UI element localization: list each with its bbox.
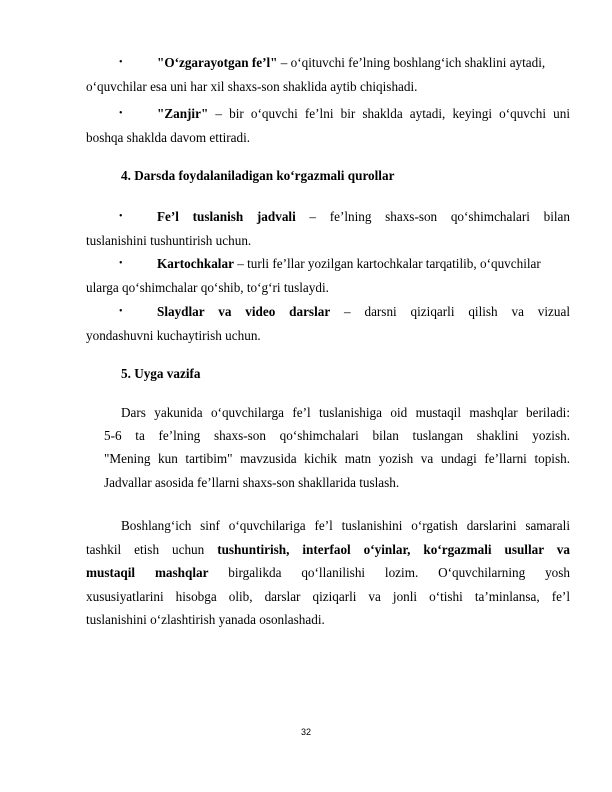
bullet-item [86,252,570,299]
bullet-item [86,205,570,252]
section-heading: 4. Darsda foydalaniladigan ko‘rgazmali qurollar [121,168,395,183]
bold-phrase: mustaqil mashqlar [86,565,209,580]
text-line: tashkil etish uchun [86,541,218,557]
bullet-item [86,300,570,347]
bullet-text-cont: ularga qo‘shimchalar qo‘shib, to‘g‘ri tuslaydi. [86,279,329,295]
text-line: "Mening kun tartibim" mavzusida kichik matn yozish va undagi fe’llarni topish. [104,451,570,467]
bullet-text-cont: tuslanishini tushuntirish uchun. [86,232,252,248]
conclusion-paragraph [86,514,570,632]
text-line: Dars yakunida o‘quvchilarga fe’l tuslanishiga oid mustaqil mashqlar beriladi: [121,405,570,420]
bullet-term: "Zanjir" [157,106,209,121]
bullet-text-cont: boshqa shaklda davom ettiradi. [86,129,251,145]
bullet-text: – fe’lning shaxs-son qo‘shimchalari bilan [295,209,570,224]
bullet-term: "O‘zgarayotgan fe’l" [157,55,278,70]
page-number: 32 [300,727,311,737]
bullet-term: Kartochkalar [157,256,234,271]
text-line: Boshlang‘ich sinf o‘quvchilariga fe’l tuslanishini o‘rgatish darslarini samarali [121,518,570,533]
text-line: birgalikda qo‘llanilishi lozim. O‘quvchilarning yosh [208,565,570,580]
bullet-dot: • [119,258,123,269]
section-heading: 5. Uyga vazifa [121,366,201,381]
text-line: 5-6 ta fe’lning shaxs-son qo‘shimchalari bilan tuslangan shaklini yozish. [104,428,570,444]
bullet-text-cont: o‘quvchilar esa uni har xil shaxs-son shaklida aytib chiqishadi. [86,78,418,94]
bullet-dot: • [119,211,123,222]
bullet-text: – turli fe’llar yozilgan kartochkalar tarqatilib, o‘quvchilar [233,256,541,271]
text-line: Jadvallar asosida fe’llarni shaxs-son shakllarida tuslash. [104,474,400,490]
bold-phrase: tushuntirish, interfaol o‘yinlar, ko‘rgazmali usullar va [217,541,570,557]
text-line: tuslanishini o‘zlashtirish yanada osonlashadi. [86,612,325,627]
bullet-dot: • [119,57,123,68]
bullet-term: Slaydlar va video darslar [157,304,331,319]
bullet-term: Fe’l tuslanish jadvali [157,209,296,224]
bullet-item [86,102,570,149]
bullet-item [86,51,570,98]
homework-text [104,401,570,494]
bullet-text-cont: yondashuvni kuchaytirish uchun. [86,327,261,343]
bullet-text: – o‘qituvchi fe’lning boshlang‘ich shaklini aytadi, [277,55,546,70]
bullet-dot: • [119,306,123,317]
bullet-dot: • [119,108,123,119]
bullet-text: – bir o‘quvchi fe’lni bir shaklda aytadi, keyingi o‘quvchi uni [208,106,570,121]
bullet-text: – darsni qiziqarli qilish va vizual [330,304,570,319]
text-line: xususiyatlarini hisobga olib, darslar qiziqarli va jonli o‘tishi ta’minlansa, fe’l [86,588,570,604]
